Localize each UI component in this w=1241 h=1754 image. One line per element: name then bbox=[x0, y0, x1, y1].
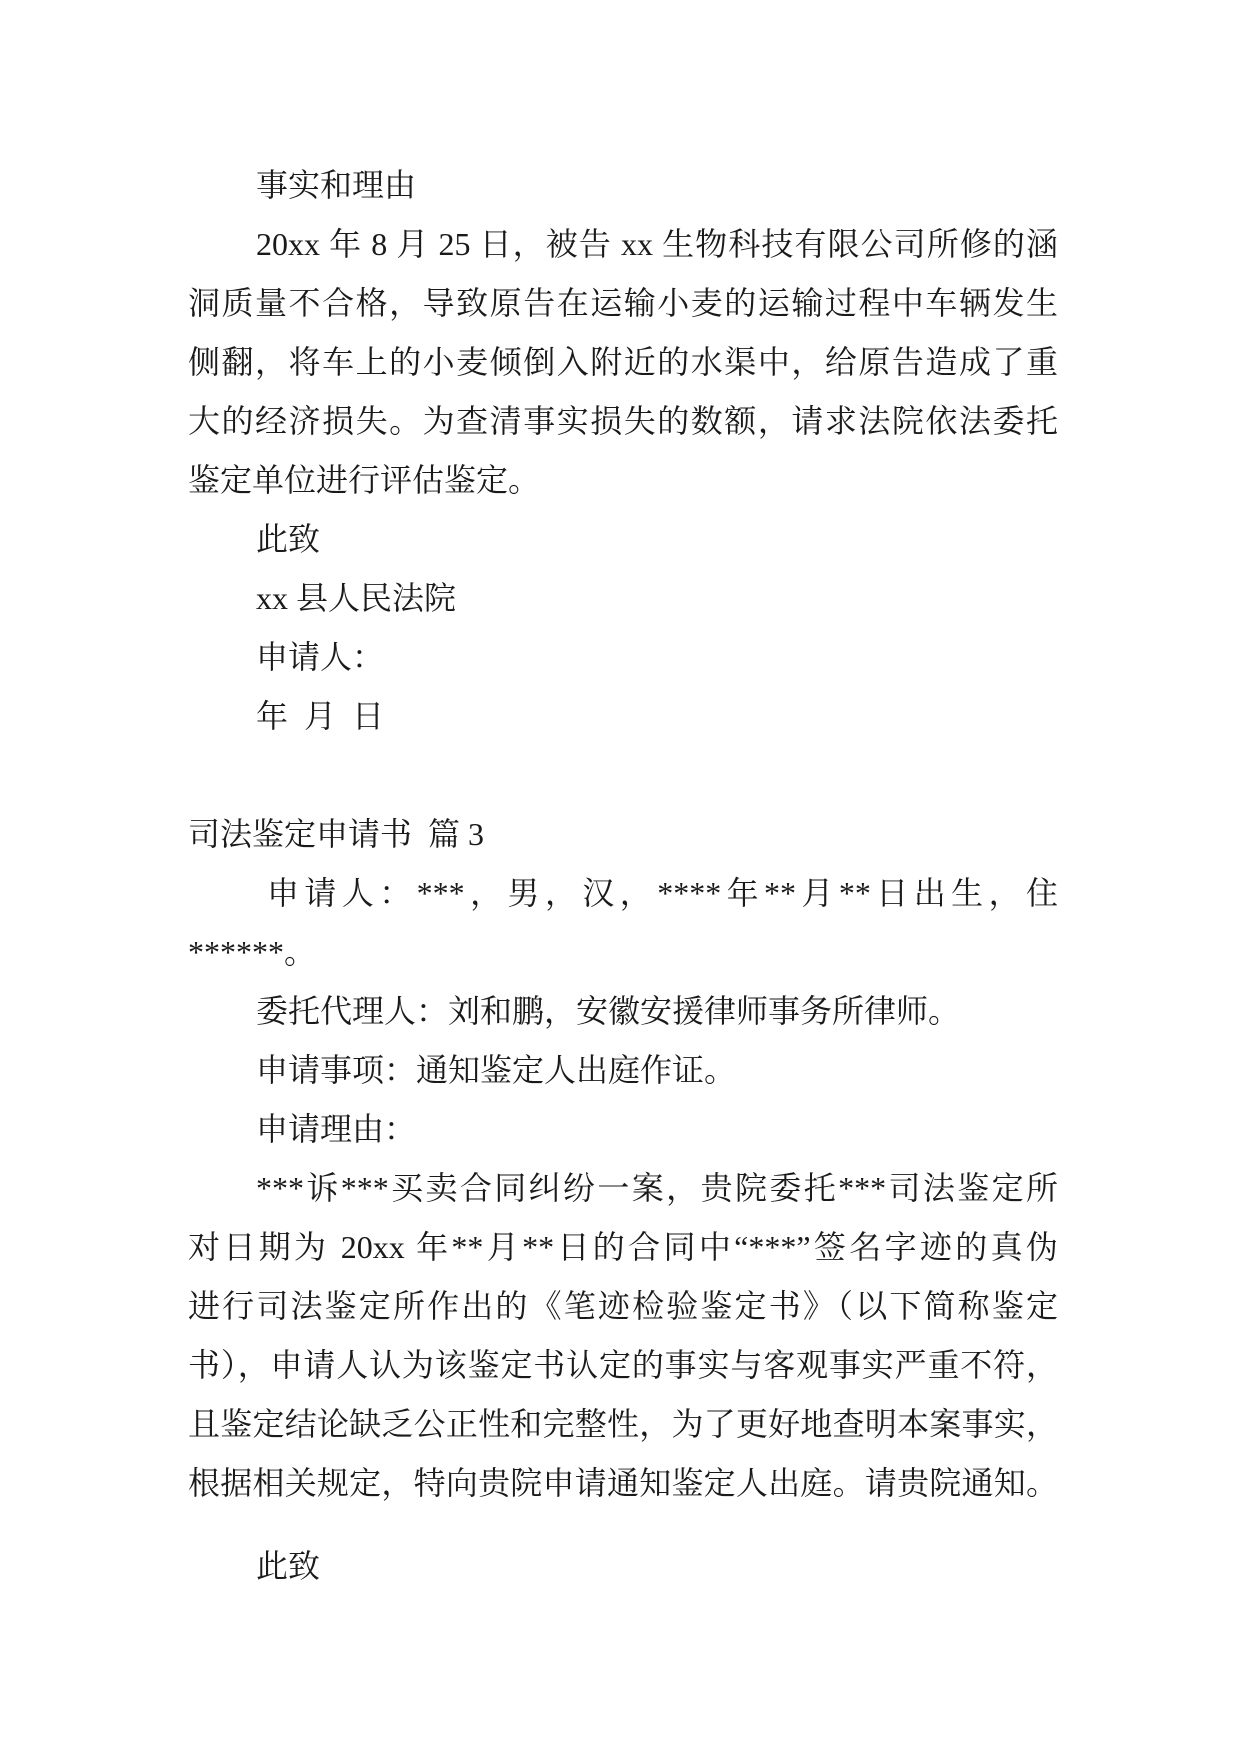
applicant-info-line: 申请人：***，男，汉，****年**月**日出生，住 bbox=[267, 875, 1058, 911]
facts-body-line: 鉴定单位进行评估鉴定。 bbox=[188, 462, 541, 498]
document-body bbox=[188, 156, 1058, 1596]
applicant-info-line: ******。 bbox=[188, 934, 317, 970]
closing-salutation: 此致 bbox=[256, 1548, 321, 1584]
reason-body-line: 进行司法鉴定所作出的《笔迹检验鉴定书》（以下简称鉴定 bbox=[188, 1288, 1058, 1324]
reason-body-line: 对日期为 20xx 年**月**日的合同中“***”签名字迹的真伪 bbox=[188, 1229, 1058, 1265]
facts-body-line: 洞质量不合格，导致原告在运输小麦的运输过程中车辆发生 bbox=[188, 285, 1058, 321]
reason-body-line: 且鉴定结论缺乏公正性和完整性，为了更好地查明本案事实， bbox=[188, 1406, 1058, 1442]
agent-line: 委托代理人：刘和鹏，安徽安援律师事务所律师。 bbox=[256, 993, 961, 1029]
document-title: 司法鉴定申请书 篇 3 bbox=[188, 816, 485, 852]
applicant-signature-label: 申请人： bbox=[256, 639, 385, 675]
facts-heading: 事实和理由 bbox=[256, 167, 417, 203]
salutation: 此致 bbox=[256, 521, 321, 557]
reason-body-line: 根据相关规定，特向贵院申请通知鉴定人出庭。请贵院通知。 bbox=[188, 1465, 1058, 1501]
reason-body-line: ***诉***买卖合同纠纷一案，贵院委托***司法鉴定所 bbox=[256, 1170, 1058, 1206]
recipient-court: xx 县人民法院 bbox=[256, 580, 457, 616]
date-line: 年 月 日 bbox=[256, 698, 385, 734]
facts-body-line: 大的经济损失。为查清事实损失的数额，请求法院依法委托 bbox=[188, 403, 1058, 439]
facts-body-line: 侧翻，将车上的小麦倾倒入附近的水渠中，给原告造成了重 bbox=[188, 344, 1058, 380]
reason-label: 申请理由： bbox=[256, 1111, 417, 1147]
reason-body-line: 书），申请人认为该鉴定书认定的事实与客观事实严重不符， bbox=[188, 1347, 1058, 1383]
matter-line: 申请事项：通知鉴定人出庭作证。 bbox=[256, 1052, 737, 1088]
facts-body-line: 20xx 年 8 月 25 日，被告 xx 生物科技有限公司所修的涵 bbox=[256, 226, 1058, 262]
